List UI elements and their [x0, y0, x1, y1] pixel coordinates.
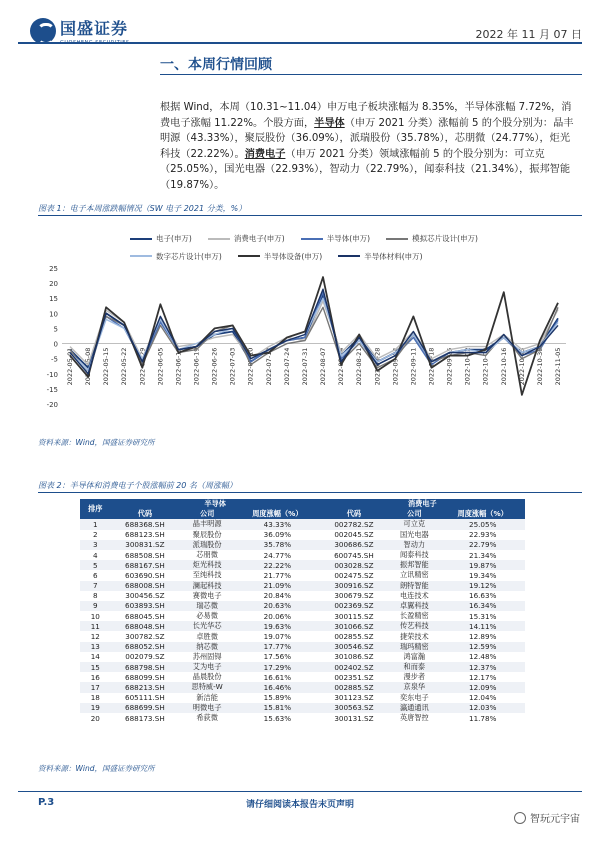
cell-c1: 688508.SH — [111, 550, 180, 560]
logo-icon — [30, 18, 56, 44]
cell-n1: 思特威-W — [179, 682, 235, 692]
cell-c1: 002079.SZ — [111, 652, 180, 662]
cell-n1: 赛微电子 — [179, 591, 235, 601]
cell-rank: 5 — [80, 560, 111, 570]
x-tick-label: 2022-07-31 — [300, 347, 309, 386]
cell-n1: 瑞芯微 — [179, 601, 235, 611]
legend-label: 半导体材料(申万) — [364, 251, 423, 261]
cell-p1: 17.77% — [235, 642, 320, 652]
legend-swatch — [238, 255, 260, 258]
cell-p1: 20.06% — [235, 611, 320, 621]
legend-swatch — [208, 238, 230, 241]
cell-n1: 新洁能 — [179, 693, 235, 703]
cell-n2: 奕东电子 — [388, 693, 440, 703]
cell-n1: 纳芯微 — [179, 642, 235, 652]
x-tick-label: 2022-07-10 — [246, 347, 255, 386]
wechat-icon — [514, 812, 526, 824]
cell-n2: 可立克 — [388, 519, 440, 529]
legend-label: 电子(申万) — [156, 234, 192, 244]
cell-n2: 传艺科技 — [388, 621, 440, 631]
section-rule — [160, 74, 582, 75]
cell-p1: 16.61% — [235, 672, 320, 682]
legend-label: 消费电子(申万) — [233, 234, 285, 244]
x-tick-label: 2022-10-02 — [463, 347, 472, 386]
x-tick-label: 2022-09-18 — [427, 347, 436, 386]
cell-p2: 19.34% — [440, 570, 525, 580]
x-tick-label: 2022-08-07 — [319, 347, 328, 386]
cell-c2: 300679.SZ — [320, 591, 389, 601]
cell-n2: 闻泰科技 — [388, 550, 440, 560]
watermark-account — [514, 810, 580, 825]
cell-p2: 12.03% — [440, 703, 525, 713]
cell-n1: 聚辰股份 — [179, 530, 235, 540]
x-tick-label: 2022-09-04 — [391, 347, 400, 386]
table-row — [80, 713, 525, 723]
cell-p1: 17.29% — [235, 662, 320, 672]
table-row — [80, 550, 525, 560]
cell-c1: 603690.SH — [111, 570, 180, 580]
cell-p1: 19.63% — [235, 621, 320, 631]
y-tick-label: -15 — [46, 385, 58, 394]
logo-text: 国盛证券 — [60, 19, 129, 38]
cell-p1: 21.77% — [235, 570, 320, 580]
legend-label: 半导体(申万) — [326, 234, 371, 244]
cell-c1: 688167.SH — [111, 560, 180, 570]
y-tick-label: 15 — [49, 295, 58, 304]
figure2-source: 资料来源：Wind，国盛证券研究所 — [38, 764, 155, 773]
table-row — [80, 631, 525, 641]
legend-item — [130, 251, 222, 262]
figure2-caption: 图表 2：半导体和消费电子个股涨幅前 20 名（周涨幅） — [38, 481, 237, 490]
cell-n2: 英唐智控 — [388, 713, 440, 723]
cell-c2: 002782.SZ — [320, 519, 389, 529]
legend-swatch — [338, 255, 360, 258]
y-tick-label: -5 — [51, 355, 58, 364]
cell-n1: 必易微 — [179, 611, 235, 621]
header-company: 公司 — [388, 509, 440, 519]
cell-n1: 艾为电子 — [179, 662, 235, 672]
cell-c1: 688045.SH — [111, 611, 180, 621]
cell-p2: 15.31% — [440, 611, 525, 621]
y-tick-label: -10 — [46, 370, 58, 379]
cell-p1: 15.81% — [235, 703, 320, 713]
table-row — [80, 519, 525, 529]
legend-item — [301, 233, 370, 244]
figure1-source: 资料来源：Wind，国盛证券研究所 — [38, 438, 155, 447]
watermark-text: 智玩元宇宙 — [530, 814, 580, 825]
cell-c1: 688213.SH — [111, 682, 180, 692]
table-row — [80, 540, 525, 550]
cell-n2: 长盈精密 — [388, 611, 440, 621]
cell-rank: 17 — [80, 682, 111, 692]
cell-c2: 300115.SZ — [320, 611, 389, 621]
cell-n1: 晶丰明源 — [179, 519, 235, 529]
header-pct: 周度涨幅（%） — [440, 509, 525, 519]
header-code: 代码 — [111, 509, 180, 519]
legend-item — [338, 251, 422, 262]
cell-c2: 301123.SZ — [320, 693, 389, 703]
cell-c1: 605111.SH — [111, 693, 180, 703]
cell-c1: 300782.SZ — [111, 631, 180, 641]
cell-n1: 苏州固锝 — [179, 652, 235, 662]
x-tick-label: 2022-06-12 — [174, 347, 183, 386]
cell-p2: 19.87% — [440, 560, 525, 570]
group-consumer: 消费电子 — [320, 499, 525, 509]
cell-c1: 300456.SZ — [111, 591, 180, 601]
cell-rank: 2 — [80, 530, 111, 540]
x-tick-label: 2022-08-21 — [355, 347, 364, 386]
cell-p1: 24.77% — [235, 550, 320, 560]
x-tick-label: 2022-10-23 — [517, 347, 526, 386]
cell-n1: 长光华芯 — [179, 621, 235, 631]
table-row — [80, 662, 525, 672]
cell-n1: 芯朋微 — [179, 550, 235, 560]
cell-c2: 002351.SZ — [320, 672, 389, 682]
cell-p2: 14.11% — [440, 621, 525, 631]
cell-n2: 振邦智能 — [388, 560, 440, 570]
cell-p2: 12.04% — [440, 693, 525, 703]
cell-n2: 卓翼科技 — [388, 601, 440, 611]
table-row — [80, 570, 525, 580]
cell-n1: 炬光科技 — [179, 560, 235, 570]
table-row — [80, 530, 525, 540]
para-text-2: （申万 2021 分类）涨幅前 5 的个股分别为：晶丰明源（43.33%），聚辰股份（36.09%），派瑞股份（35.78%），芯朋微（24.77%），炬光科技（22.22%）。 — [160, 117, 574, 160]
top20-table — [80, 499, 525, 723]
para-keyword-semiconductor: 半导体 — [314, 117, 345, 129]
legend-label: 模拟芯片设计(申万) — [412, 234, 478, 244]
cell-c2: 300131.SZ — [320, 713, 389, 723]
table-row — [80, 682, 525, 692]
cell-c2: 300916.SZ — [320, 581, 389, 591]
x-tick-label: 2022-05-01 — [66, 347, 74, 386]
cell-n1: 希荻微 — [179, 713, 235, 723]
cell-p1: 22.22% — [235, 560, 320, 570]
cell-n2: 漫步者 — [388, 672, 440, 682]
x-tick-label: 2022-10-16 — [499, 347, 508, 386]
legend-swatch — [386, 238, 408, 241]
x-tick-label: 2022-06-26 — [210, 347, 219, 386]
para-text-1: 根据 Wind，本周（10.31~11.04）申万电子板块涨幅为 8.35%，半导体涨幅 7.72%，消费电子涨幅 11.22%。个股方面， — [160, 102, 572, 129]
page-number: P.3 — [38, 797, 55, 808]
table-row — [80, 611, 525, 621]
cell-rank: 16 — [80, 672, 111, 682]
cell-n2: 鸿富瀚 — [388, 652, 440, 662]
cell-c2: 301086.SZ — [320, 652, 389, 662]
table-row — [80, 591, 525, 601]
cell-c2: 002475.SZ — [320, 570, 389, 580]
legend-item — [238, 251, 322, 262]
x-tick-label: 2022-08-14 — [337, 347, 346, 386]
report-date: 2022 年 11 月 07 日 — [475, 28, 582, 41]
cell-p1: 15.89% — [235, 693, 320, 703]
header-company: 公司 — [179, 509, 235, 519]
cell-rank: 7 — [80, 581, 111, 591]
cell-n2: 瑞玛精密 — [388, 642, 440, 652]
y-tick-label: 0 — [53, 340, 58, 349]
cell-p2: 12.37% — [440, 662, 525, 672]
cell-c1: 688368.SH — [111, 519, 180, 529]
para-keyword-consumer: 消费电子 — [244, 148, 286, 160]
x-tick-label: 2022-11-05 — [554, 347, 562, 386]
cell-p2: 19.12% — [440, 581, 525, 591]
cell-n1: 澜起科技 — [179, 581, 235, 591]
cell-p2: 25.05% — [440, 519, 525, 529]
cell-rank: 18 — [80, 693, 111, 703]
cell-n2: 捷荣技术 — [388, 631, 440, 641]
cell-rank: 9 — [80, 601, 111, 611]
cell-c1: 688699.SH — [111, 703, 180, 713]
cell-rank: 8 — [80, 591, 111, 601]
y-tick-label: 10 — [49, 310, 58, 319]
cell-c2: 003028.SZ — [320, 560, 389, 570]
figure2-rule — [38, 492, 582, 493]
header-rule — [18, 42, 582, 44]
section-title: 一、本周行情回顾 — [160, 57, 272, 73]
x-tick-label: 2022-05-29 — [138, 347, 147, 386]
header-code: 代码 — [320, 509, 389, 519]
cell-n1: 卓胜微 — [179, 631, 235, 641]
x-tick-label: 2022-09-25 — [445, 347, 454, 386]
cell-n2: 电连技术 — [388, 591, 440, 601]
cell-c2: 002885.SZ — [320, 682, 389, 692]
cell-rank: 1 — [80, 519, 111, 529]
legend-item — [386, 233, 478, 244]
table-row — [80, 703, 525, 713]
y-tick-label: -20 — [46, 401, 58, 409]
cell-p1: 17.56% — [235, 652, 320, 662]
x-tick-label: 2022-06-19 — [192, 347, 201, 386]
y-tick-label: 5 — [53, 325, 58, 334]
cell-p1: 15.63% — [235, 713, 320, 723]
x-tick-label: 2022-08-28 — [373, 347, 382, 386]
cell-n1: 至纯科技 — [179, 570, 235, 580]
cell-c1: 688048.SH — [111, 621, 180, 631]
legend-swatch — [301, 238, 323, 241]
legend-label: 数字芯片设计(申万) — [156, 251, 222, 261]
cell-rank: 19 — [80, 703, 111, 713]
table-row — [80, 581, 525, 591]
cell-p1: 19.07% — [235, 631, 320, 641]
figure1-rule — [38, 215, 582, 216]
cell-c2: 301066.SZ — [320, 621, 389, 631]
group-semiconductor: 半导体 — [111, 499, 320, 509]
x-tick-label: 2022-05-15 — [102, 347, 111, 386]
cell-p2: 12.48% — [440, 652, 525, 662]
cell-rank: 3 — [80, 540, 111, 550]
cell-rank: 4 — [80, 550, 111, 560]
header-rank: 排序 — [80, 499, 111, 519]
cell-c2: 002855.SZ — [320, 631, 389, 641]
cell-p2: 12.17% — [440, 672, 525, 682]
x-tick-label: 2022-05-08 — [84, 347, 93, 386]
cell-c1: 688008.SH — [111, 581, 180, 591]
cell-c1: 688798.SH — [111, 662, 180, 672]
legend-swatch — [130, 238, 152, 241]
cell-p1: 35.78% — [235, 540, 320, 550]
x-tick-label: 2022-07-17 — [264, 347, 273, 386]
x-tick-label: 2022-10-09 — [481, 347, 490, 386]
cell-n1: 明微电子 — [179, 703, 235, 713]
legend-label: 半导体设备(申万) — [263, 251, 323, 261]
cell-c2: 300686.SZ — [320, 540, 389, 550]
cell-c2: 002369.SZ — [320, 601, 389, 611]
cell-p2: 16.63% — [440, 591, 525, 601]
cell-rank: 20 — [80, 713, 111, 723]
figure1-caption: 图表 1：电子本周涨跌幅情况（SW 电子 2021 分类，%） — [38, 204, 247, 213]
cell-n2: 智动力 — [388, 540, 440, 550]
cell-c2: 002402.SZ — [320, 662, 389, 672]
cell-p2: 22.79% — [440, 540, 525, 550]
legend-item — [130, 233, 192, 244]
cell-c1: 688173.SH — [111, 713, 180, 723]
cell-n1: 晶晨股份 — [179, 672, 235, 682]
x-tick-label: 2022-06-05 — [156, 347, 165, 386]
cell-p2: 16.34% — [440, 601, 525, 611]
cell-p1: 21.09% — [235, 581, 320, 591]
cell-n2: 朗特智能 — [388, 581, 440, 591]
cell-p2: 22.93% — [440, 530, 525, 540]
y-tick-label: 20 — [49, 280, 58, 289]
cell-n1: 派瑞股份 — [179, 540, 235, 550]
cell-n2: 瀛通通讯 — [388, 703, 440, 713]
cell-p2: 11.78% — [440, 713, 525, 723]
footer-rule — [18, 791, 582, 792]
cell-rank: 14 — [80, 652, 111, 662]
footer-notice: 请仔细阅读本报告末页声明 — [245, 800, 354, 810]
x-tick-label: 2022-07-24 — [282, 347, 291, 386]
x-tick-label: 2022-09-11 — [409, 347, 418, 386]
cell-p2: 21.34% — [440, 550, 525, 560]
cell-rank: 11 — [80, 621, 111, 631]
x-tick-label: 2022-10-30 — [535, 347, 544, 386]
cell-c2: 600745.SH — [320, 550, 389, 560]
table-row — [80, 693, 525, 703]
y-tick-label: 25 — [49, 265, 58, 273]
cell-p2: 12.89% — [440, 631, 525, 641]
table-row — [80, 560, 525, 570]
legend-swatch — [130, 255, 152, 258]
cell-p2: 12.59% — [440, 642, 525, 652]
cell-rank: 6 — [80, 570, 111, 580]
table-row — [80, 642, 525, 652]
summary-paragraph — [160, 100, 580, 193]
table-row — [80, 652, 525, 662]
cell-c1: 688123.SH — [111, 530, 180, 540]
table-row — [80, 621, 525, 631]
cell-c2: 300563.SZ — [320, 703, 389, 713]
cell-c2: 300546.SZ — [320, 642, 389, 652]
cell-n2: 立讯精密 — [388, 570, 440, 580]
legend-item — [208, 233, 285, 244]
cell-p1: 16.46% — [235, 682, 320, 692]
header-pct: 周度涨幅（%） — [235, 509, 320, 519]
cell-rank: 13 — [80, 642, 111, 652]
cell-n2: 京泉华 — [388, 682, 440, 692]
cell-c1: 603893.SH — [111, 601, 180, 611]
cell-c1: 300831.SZ — [111, 540, 180, 550]
cell-c1: 688052.SH — [111, 642, 180, 652]
cell-rank: 10 — [80, 611, 111, 621]
table-row — [80, 672, 525, 682]
cell-rank: 15 — [80, 662, 111, 672]
cell-n2: 国光电器 — [388, 530, 440, 540]
x-tick-label: 2022-07-03 — [228, 347, 237, 386]
cell-c1: 688099.SH — [111, 672, 180, 682]
cell-n2: 和而泰 — [388, 662, 440, 672]
cell-p1: 20.84% — [235, 591, 320, 601]
cell-p1: 36.09% — [235, 530, 320, 540]
x-tick-label: 2022-05-22 — [120, 347, 129, 386]
cell-p2: 12.09% — [440, 682, 525, 692]
table-row — [80, 601, 525, 611]
cell-rank: 12 — [80, 631, 111, 641]
cell-p1: 43.33% — [235, 519, 320, 529]
para-text-3: （申万 2021 分类）领域涨幅前 5 的个股分别为：可立克（25.05%），国光电器（22.93%），智动力（22.79%），闻泰科技（21.34%），振邦智能（19.87%）。 — [160, 148, 571, 191]
cell-p1: 20.63% — [235, 601, 320, 611]
cell-c2: 002045.SZ — [320, 530, 389, 540]
